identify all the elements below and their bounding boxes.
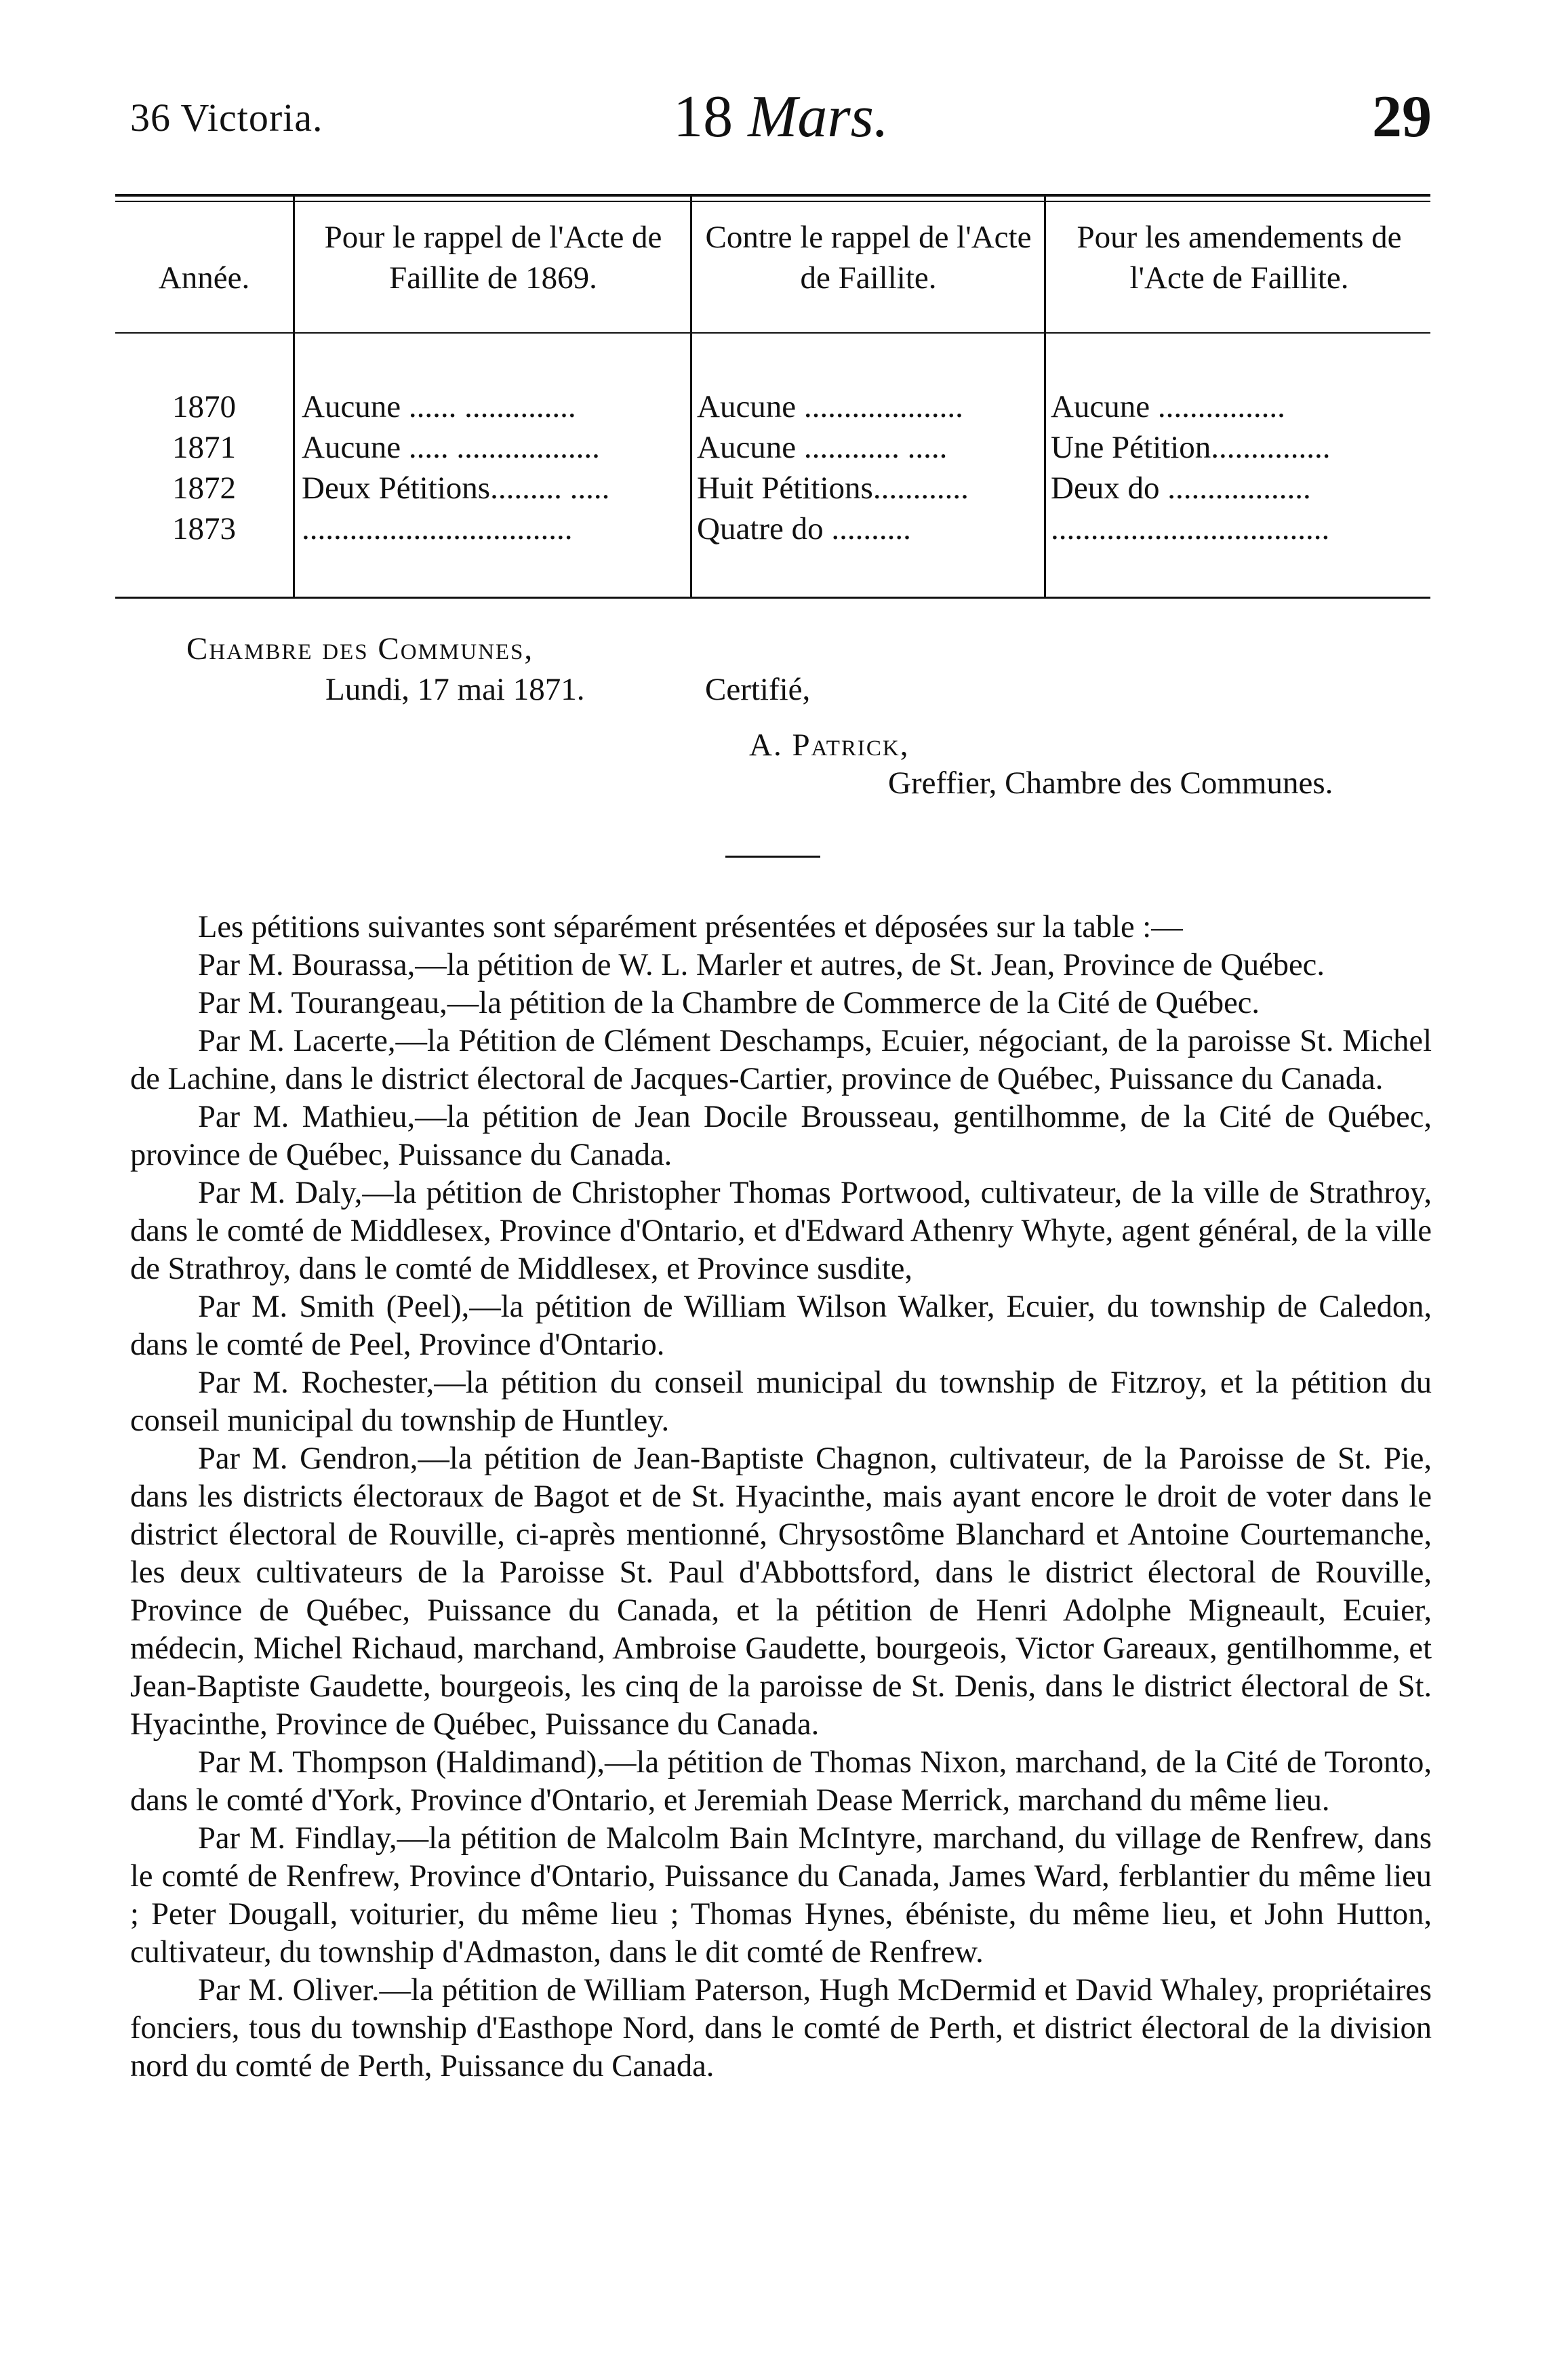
table-row-year: 1873	[172, 511, 236, 546]
table-row-year: 1871	[172, 430, 236, 465]
table-cell: Aucune ...... ..............	[302, 389, 576, 424]
petition-item: Par M. Smith (Peel),—la pétition de William Wilson Walker, Ecuier, du township de Caledon, dans le comté de Peel, Province d'Ontario.	[130, 1290, 1432, 1362]
petitions-section	[130, 909, 1432, 2086]
table-cell: Aucune ..... ..................	[302, 430, 600, 465]
header-col1: Pour le rappel de l'Acte de Faillite de 1869.	[324, 220, 662, 296]
running-header	[130, 83, 1432, 164]
header-month: Mars.	[748, 84, 889, 150]
table-divider	[1044, 197, 1046, 597]
petition-item: Par M. Lacerte,—la Pétition de Clément Deschamps, Ecuier, négociant, de la paroisse St. Michel de Lachine, dans le district électoral de Jacques-Cartier, province de Québec, Puissance du Canada.	[130, 1024, 1432, 1096]
table-row-year: 1872	[172, 471, 236, 506]
petition-item: Par M. Rochester,—la pétition du conseil municipal du township de Fitzroy, et la pétition du conseil municipal du township de Huntley.	[130, 1365, 1432, 1438]
petition-item: Par M. Bourassa,—la pétition de W. L. Marler et autres, de St. Jean, Province de Québec.	[198, 948, 1325, 982]
table-cell: Aucune ....................	[697, 389, 963, 424]
petitions-intro: Les pétitions suivantes sont séparément présentées et déposées sur la table :—	[198, 910, 1183, 944]
table-cell: Quatre do ..........	[697, 511, 911, 546]
table-cell: Deux Pétitions......... .....	[302, 471, 610, 506]
clerk-name: A. Patrick,	[749, 727, 910, 763]
petition-item: Par M. Oliver.—la pétition de William Paterson, Hugh McDermid et David Whaley, propriétaires fonciers, tous du township d'Easthope Nord, dans le comté de Perth, et district électoral de la division nord du comté de Perth, Puissance du Canada.	[130, 1973, 1432, 2083]
section-divider	[725, 856, 820, 858]
table-cell: ...................................	[1051, 511, 1330, 546]
table-cell: Deux do ..................	[1051, 471, 1311, 506]
table-header-rule	[115, 332, 1430, 334]
clerk-title: Greffier, Chambre des Communes.	[888, 765, 1333, 801]
petition-item: Par M. Gendron,—la pétition de Jean-Baptiste Chagnon, cultivateur, de la Paroisse de St. Pie, dans les districts électoraux de Bagot et de St. Hyacinthe, mais ayant encore le droit de voter dans le district électoral de Rouville, ci-après mentionné, Chrysostôme Blanchard et Antoine Courtemanche, les deux cultivateurs de la Paroisse St. Paul d'Abbottsford, dans le district électoral de Rouville, Province de Québec, Puissance du Canada, et la pétition de Henri Adolphe Migneault, Ecuier, médecin, Michel Richaud, marchand, Ambroise Gaudette, bourgeois, Victor Gareaux, gentilhomme, et Jean-Baptiste Gaudette, bourgeois, les cinq de la paroisse de St. Denis, dans le district électoral de St. Hyacinthe, Province de Québec, Puissance du Canada.	[130, 1441, 1432, 1742]
header-session: 36 Victoria.	[130, 96, 323, 140]
table-divider	[690, 197, 692, 597]
page-number: 29	[1372, 84, 1432, 150]
chamber-name: Chambre des Communes,	[186, 631, 534, 666]
petition-summary-table	[115, 197, 1430, 597]
certification-date: Lundi, 17 mai 1871.	[325, 672, 585, 707]
table-cell: Une Pétition...............	[1051, 430, 1331, 465]
table-cell: ..................................	[302, 511, 573, 546]
petition-item: Par M. Thompson (Haldimand),—la pétition de Thomas Nixon, marchand, de la Cité de Toronto, dans le comté d'York, Province d'Ontario, et Jeremiah Dease Merrick, marchand du même lieu.	[130, 1745, 1432, 1818]
header-col3: Pour les amendements de l'Acte de Faillite.	[1077, 220, 1402, 296]
petition-item: Par M. Tourangeau,—la pétition de la Chambre de Commerce de la Cité de Québec.	[198, 986, 1260, 1020]
petition-item: Par M. Daly,—la pétition de Christopher Thomas Portwood, cultivateur, de la ville de Strathroy, dans le comté de Middlesex, Province d'Ontario, et d'Edward Athenry Whyte, agent général, de la ville de Strathroy, dans le comté de Middlesex, et Province susdite,	[130, 1176, 1432, 1286]
table-cell: Aucune ............ .....	[697, 430, 948, 465]
table-bottom-rule	[115, 597, 1430, 599]
header-day: 18	[673, 84, 733, 150]
table-divider	[293, 197, 295, 597]
table-cell: Aucune ................	[1051, 389, 1285, 424]
header-year: Année.	[158, 260, 250, 296]
header-date	[130, 83, 1432, 151]
petition-item: Par M. Findlay,—la pétition de Malcolm Bain McIntyre, marchand, du village de Renfrew, dans le comté de Renfrew, Province d'Ontario, Puissance du Canada, James Ward, ferblantier du même lieu ; Peter Dougall, voiturier, du même lieu ; Thomas Hynes, ébéniste, du même lieu, et John Hutton, cultivateur, du township d'Admaston, dans le dit comté de Renfrew.	[130, 1821, 1432, 1970]
certified-label: Certifié,	[705, 672, 811, 707]
table-row-year: 1870	[172, 389, 236, 424]
header-col2: Contre le rappel de l'Acte de Faillite.	[705, 220, 1032, 296]
table-cell: Huit Pétitions............	[697, 471, 969, 506]
petition-item: Par M. Mathieu,—la pétition de Jean Docile Brousseau, gentilhomme, de la Cité de Québec, province de Québec, Puissance du Canada.	[130, 1100, 1432, 1172]
